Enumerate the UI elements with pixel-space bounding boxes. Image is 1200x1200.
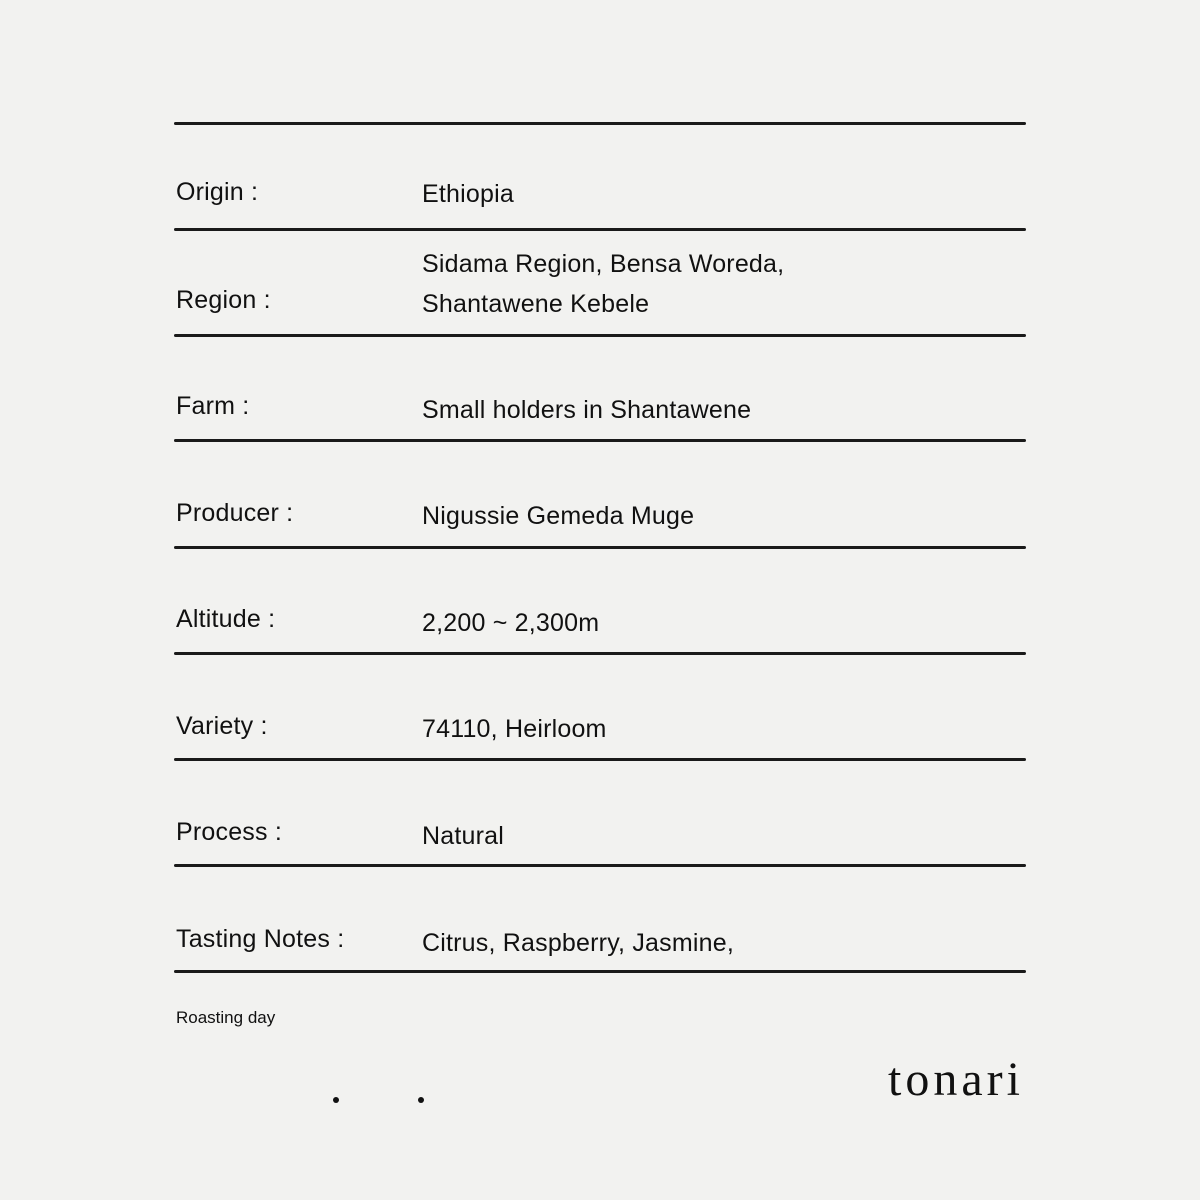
label-variety: Variety :	[176, 712, 268, 740]
value-origin: Ethiopia	[422, 180, 514, 208]
value-region-line2: Shantawene Kebele	[422, 290, 650, 318]
value-tasting-notes: Citrus, Raspberry, Jasmine,	[422, 929, 734, 957]
label-region: Region :	[176, 286, 271, 314]
label-altitude: Altitude :	[176, 605, 276, 633]
roasting-day-label: Roasting day	[176, 1008, 276, 1027]
label-origin: Origin :	[176, 178, 259, 206]
date-dot	[418, 1097, 424, 1103]
value-altitude: 2,200 ~ 2,300m	[422, 609, 600, 637]
rule	[174, 439, 1026, 442]
label-tasting-notes: Tasting Notes :	[176, 925, 345, 953]
label-farm: Farm :	[176, 392, 250, 420]
rule	[174, 546, 1026, 549]
rule	[174, 758, 1026, 761]
rule	[174, 864, 1026, 867]
value-variety: 74110, Heirloom	[422, 715, 607, 743]
value-producer: Nigussie Gemeda Muge	[422, 502, 695, 530]
brand-logo: tonari	[888, 1053, 1024, 1106]
rule	[174, 652, 1026, 655]
label-process: Process :	[176, 818, 282, 846]
label-producer: Producer :	[176, 499, 294, 527]
rule	[174, 334, 1026, 337]
value-region-line1: Sidama Region, Bensa Woreda,	[422, 250, 785, 278]
value-process: Natural	[422, 822, 504, 850]
rule	[174, 228, 1026, 231]
rule-top	[174, 122, 1026, 125]
value-farm: Small holders in Shantawene	[422, 396, 752, 424]
date-dot	[333, 1097, 339, 1103]
rule	[174, 970, 1026, 973]
